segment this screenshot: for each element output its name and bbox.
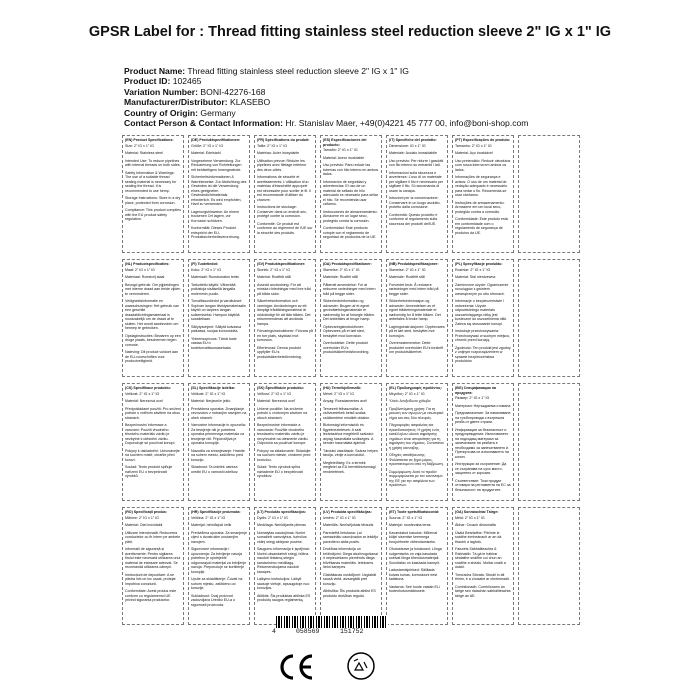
spec-line: Rozmiar: 2" IG x 1" IG	[455, 267, 491, 272]
spec-cell	[320, 383, 382, 501]
spec-cell	[386, 507, 448, 625]
spec-line: Biztonsági információk és figyelmeztetések: A szál lezárásához megfelelő szálzáró anyag használata szükséges. A kender használata ajánlott.	[323, 423, 374, 445]
spec-line: Uso previsto: Para reducir las tuberías con hilo interno en ambos lados.	[323, 163, 379, 176]
info-value: Germany	[200, 107, 236, 118]
spec-heading: (PL) Specyfikacje produktu:	[455, 262, 503, 266]
spec-cell	[188, 507, 250, 625]
spec-line: Anyag: Rozsdamentes acél	[323, 399, 367, 403]
spec-line: Storage Instructions: Store in a dry place, protected from corrosion.	[125, 196, 181, 205]
spec-heading: (CS) Specifikace produktu:	[125, 386, 171, 390]
spec-line: Materiál: Nerezová oceľ	[257, 399, 295, 403]
grid-row	[122, 259, 580, 377]
spec-line: Conformitate: Acest produs este conform cu regulamentul UE privind siguranța produselor.	[125, 589, 177, 602]
info-line	[124, 108, 528, 118]
info-label: Manufacturer/Distributor:	[124, 97, 228, 108]
spec-line: Upute za skladištenje: Čuvati na suhom mjestu, zaštićeno od korozije.	[191, 577, 243, 590]
spec-line: Størrelse: 2" IG x 1" IG	[323, 267, 360, 272]
spec-cell	[254, 507, 316, 625]
spec-cell	[386, 383, 448, 501]
info-value: Hr. Stanislav Maer, +49(0)4221 45 777 00, info@boni-shop.com	[285, 118, 529, 129]
barcode-digit-prefix: 4	[272, 628, 276, 635]
spec-line: Påtænkt anvendelse: For at reducere rørledninger med intern tråd på begge sider.	[323, 282, 376, 296]
spec-line: Yhteensopivuus: Tämä tuote vastaa EU:n tuoteturvallisuusasetusta.	[191, 336, 237, 350]
spec-line: Pokyny na skladovanie: Skladujte na suchom mieste, chránení pred koróziou.	[257, 448, 311, 462]
spec-line: Instrucciones de almacenamiento: Almacene en un lugar seco, protegido contra la corrosión.	[323, 209, 378, 223]
spec-cell	[122, 383, 184, 501]
spec-line: Laikymo instrukcijos: Laikyti sausoje vietoje, apsaugotoje nuo korozijos.	[257, 577, 310, 590]
spec-line: Μέγεθος: 2" IG x 1" IG	[389, 391, 425, 396]
spec-heading: (ET) Toote spetsifikatsioonid:	[389, 510, 440, 514]
spec-cell	[320, 259, 382, 377]
spec-line: Súlad: Tento výrobok spĺňa nariadenie EÚ o bezpečnosti výrobkov.	[257, 465, 303, 478]
spec-cell	[188, 135, 250, 253]
spec-line: Sicherheitsinformationen & Warnhinweise: Zur Abdichtung des Gewindes ist die Verwendung eines geeigneten Gewindedichtmaterials erforderlich. Es wird empfohlen, Hanf zu verwenden.	[191, 175, 247, 206]
spec-line: Opslaginstructies: Bewaren op een droge plaats, beschermen tegen corrosie.	[125, 333, 181, 347]
spec-line: Overensstemmelse: Dette produktet overholder EU's forskrift om produktsikkerhet.	[389, 341, 444, 354]
spec-line: Предназначение: За намаляване на тръбопроводи с вътрешна резба от двете страни.	[455, 411, 511, 424]
spec-line: Material: Oțel inoxidabil	[125, 523, 163, 527]
info-label: Variation Number:	[124, 86, 199, 97]
spec-cell	[452, 383, 514, 501]
spec-line: Velikost: 2" IG x 1" IG	[125, 391, 160, 396]
spec-line: Konformität: Dieses Produkt entspricht der EU-Produktsicherheitsverordnung.	[191, 226, 240, 239]
spec-line: Sikkerhetsinformasjon og advarsler: Anvendelsen av et egnet trådtetningsmateriale er nødvendig for å tette tråden. Det anbefales å bruke hamp.	[389, 299, 441, 321]
spec-cell	[122, 135, 184, 253]
spec-line: Material: Edelstahl	[191, 151, 221, 155]
spec-line: Velikost: 2" IG x 1" IG	[191, 391, 226, 396]
spec-cell	[254, 383, 316, 501]
spec-line: Οδηγίες αποθήκευσης: Φυλάσσεται σε ξηρό μέρος, προστατευμένο από τη διάβρωση.	[389, 453, 444, 466]
grid-row	[122, 383, 580, 501]
spec-line: Tamanho: 2" IG x 1" IG	[455, 143, 492, 148]
spec-line: Πληροφορίες ασφαλείας και προειδοποιήσεις: Η χρήση ενός κατάλληλου υλικού σφράγισης νημάτων είναι απαραίτητη για τη σφράγιση του νήματος. Συνιστάται η χρήση κάνναβης.	[389, 423, 444, 450]
spec-line: Säkerhetsinformation och varningar: Användningen av ett lämpligt trådtätningsmaterial är nödvändigt för att täta tråden. Det rekommenderas att använda hampa.	[257, 299, 311, 326]
spec-heading: (FI) Tuotetiedot:	[191, 262, 219, 266]
spec-line: Istruzioni per la conservazione: Conservare in un luogo asciutto, protetto dalla corrosione.	[389, 196, 441, 209]
spec-line: Conformidad: Este producto cumple con el reglamento de seguridad de productos de la UE.	[323, 226, 377, 239]
spec-heading: (SK) Špecifikácie produktu:	[257, 386, 304, 390]
spec-heading: (LT) Produkto specifikacijos:	[257, 510, 307, 514]
spec-line: Forventet bruk: Å redusere rørledninger med intern tråd på begge sider.	[389, 282, 439, 296]
spec-line: Informații de siguranță și avertismente: Pentru sigilarea firului este necesară utilizarea unui material de etanșare adecvat. Se recomandă utilizarea cânepii.	[125, 547, 181, 569]
spec-cell	[386, 259, 448, 377]
spec-cell	[122, 259, 184, 377]
info-label: Product Name:	[124, 66, 186, 76]
spec-line: Zamierzone użycie: Ograniczenie rurociągów z gwintem wewnętrznym po obu stronach.	[455, 282, 509, 296]
spec-line: Utilisation prévue: Réduire les pipelines avec filetage intérieur des deux côtés.	[257, 158, 307, 172]
spec-line: Συμμόρφωση: Αυτό το προϊόν συμμορφώνεται με τον κανονισμό της ΕΕ για την ασφάλεια των προϊόντων.	[389, 469, 443, 487]
spec-line: Veľkosť: 2" IG x 1" IG	[257, 391, 292, 396]
spec-line: Avsedd användning: För att minska rörledningar med inre tråd på båda sidor.	[257, 282, 311, 296]
spec-heading: (ES) Especificaciones del producto:	[323, 138, 367, 147]
barcode-bars	[276, 616, 388, 628]
spec-line: Υλικό: Ανοξείδωτο χάλυβα	[389, 399, 431, 403]
spec-line: Størrelse: 2" IG x 1" IG	[389, 267, 426, 272]
spec-line: Materjal: roostevaba teras	[389, 523, 431, 527]
spec-line: Materiale: Rustfrit stål	[323, 275, 358, 279]
spec-line: Lagerungshinweise: An einem trockenen Ort lagern, vor Korrosion schützen.	[191, 209, 239, 223]
spec-line: Určené použitie: Na zníženie potrubí s vnútorným závitom na oboch stranách.	[257, 406, 308, 420]
info-line	[124, 76, 528, 86]
spec-heading: (PT) Especificações do produto:	[455, 138, 511, 142]
spec-line: Comhlíonadh: Comhlíonann an táirge seo rialachán sábháilteachta táirge an AE.	[455, 584, 511, 598]
info-line	[124, 87, 528, 97]
spec-line: Pokyny k uskladnění: Uchovávejte na suchém místě, chraňte před korozí.	[125, 448, 180, 462]
spec-heading: (NB) Produktspesifikasjoner:	[389, 262, 439, 266]
spec-line: Efterlevnad: Denna produkt uppfyller EU:s produktsäkerhetsförordning.	[257, 345, 302, 359]
spec-cell	[452, 135, 514, 253]
spec-heading: (DE) Produktspezifikationen:	[191, 138, 241, 142]
spec-heading: (NL) Productspecificaties:	[125, 262, 170, 266]
spec-line: Vastavus: See toode vastab ELi tooteohutusmäärusele.	[389, 584, 440, 593]
info-label: Country of Origin:	[124, 107, 198, 118]
spec-line: Materiál: Nerezová ocel	[125, 399, 163, 403]
spec-line: Veiligheidsinformatie en waarschuwingen: Het gebruik van een geschikt draadafdichtingsmateriaal is noodzakelijk om de draad af te sluiten. Het wordt aanbevolen om hennep te gebruiken.	[125, 299, 179, 330]
spec-line: Suurus: 2" IG x 1" IG	[389, 515, 423, 520]
spec-line: Información de seguridad y advertencias: El uso de un material de sellado de hilo adecuado es necesario para sellar el hilo. Se recomienda usar cáñamo.	[323, 179, 378, 206]
spec-line: Materiaal: Roestvrij staal	[125, 275, 165, 279]
spec-line: Sukladnost: Ovaj proizvod zadovoljava Uredbu EU-a o sigurnosti proizvoda.	[191, 593, 235, 607]
spec-line: Glabāšanas norādījumi: Uzglabāt sausā vietā, aizsargātā pret koroziju.	[323, 572, 377, 586]
spec-line: Ladustamisjuhised: Säilitada kuivas kohas, korrosiooni eest kaitstuna.	[389, 568, 438, 581]
label-title: GPSR Label for : Thread fitting stainless steel reduction sleeve 2" IG x 1" IG	[88, 24, 612, 40]
spec-heading: (DA) Produktspecifikationer:	[323, 262, 372, 266]
spec-line: Medžiaga: Nerūdijantis plienas	[257, 523, 306, 527]
spec-line: Opbevaringsinstruktioner: Opbevares på et tørt sted, beskyttet mod korrosion.	[323, 324, 365, 338]
spec-line: Storlek: 2" IG x 1" IG	[257, 267, 291, 272]
spec-heading: (BG) Спецификации на продукта:	[455, 386, 496, 395]
spec-line: Material: Stainless steel	[125, 151, 163, 155]
spec-line: Faisnéis Sábháilteachta & Rabhaidh: Tá gá le hábhar séalaithe snáithe cuí chun an snáithe a shéalú. Moltar cnáib a úsáid.	[455, 547, 506, 569]
spec-line: Instructions de stockage: Conserver dans un endroit sec, protégé contre la corrosion.	[257, 205, 307, 218]
spec-line: Lagringsinstruksjoner: Oppbevares på et tørt sted, beskyttet mot korrosjon.	[389, 324, 445, 338]
info-value: BONI-42276-168	[200, 86, 266, 97]
spec-line: Veličina: 2" IG x 1" IG	[191, 515, 226, 520]
spec-line: Izmērs: 2" IG x 1" IG	[323, 515, 356, 520]
spec-line: Úsáid Beartaithe: Píblínte le snáithe inmheánach ar an dá thaobh a laghdú.	[455, 530, 502, 544]
spec-line: Dimensione: IG x 1" IG	[389, 143, 426, 148]
spec-line: Safety Information & Warnings: The use of a suitable thread sealing material is necessary for sealing the thread. It is recommended to use hemp.	[125, 170, 177, 193]
spec-line: Materiale: Acciaio inossidabile	[389, 151, 437, 155]
spec-line: Intended Use: To reduce pipelines with internal threads on both sides.	[125, 158, 181, 167]
spec-line: Atbilstība: Šis produkts atbilst ES produktu drošības regulai.	[323, 589, 376, 598]
spec-line: Materiale: Rustfritt stål	[389, 275, 425, 279]
spec-cell	[452, 259, 514, 377]
info-value: 102465	[172, 76, 202, 87]
info-line	[124, 118, 528, 128]
spec-line: Instruções de armazenamento: Armazene em um local seco, protegido contra a corrosão.	[455, 200, 505, 214]
spec-cell	[518, 383, 580, 501]
spec-line: Bezpečnostné informácie a varovania: Použitie vhodného tesniaceho materiálu závitu je nevyhnutné na utesnenie závitu. Odporúča sa používať konope.	[257, 423, 309, 445]
spec-line: Tarkoitettu käyttö: Vähentää putkistoja sisäisellä langalla molemmin puolin.	[191, 282, 236, 296]
spec-line: Dydis: 2" IG x 1" IG	[257, 515, 288, 520]
spec-line: Megfelelőség: Ez a termék megfelel az EU termékbiztonsági rendeletének.	[323, 460, 376, 474]
info-label: Contact Person & Contact Information:	[124, 118, 283, 129]
spec-line: Skladnost: Ta izdelek ustreza uredbi EU o varnosti izdelkov.	[191, 465, 239, 474]
info-value: Thread fitting stainless steel reduction sleeve 2" IG x 1" IG	[187, 66, 409, 76]
spec-line: Инструкции за съхранение: Да се съхранява на сухо място, защитено от корозия.	[455, 462, 507, 475]
spec-line: Instrukcje przechowywania: Przechowywać w suchym miejscu, chronić przed korozją.	[455, 329, 511, 342]
info-label: Product ID:	[124, 76, 171, 87]
spec-cell	[254, 135, 316, 253]
spec-cell	[518, 135, 580, 253]
info-value: KLASEBO	[230, 97, 271, 108]
spec-line: Atitiktis: Šis produktas atitinka ES produktų saugos reglamentą.	[257, 593, 311, 602]
spec-heading: (SL) Specifikacije izdelka:	[191, 386, 235, 390]
spec-line: Größe: 2" IG x 1" IG	[191, 143, 224, 148]
barcode-digits-right: 151752	[340, 628, 364, 635]
spec-line: Uso pretendido: Reduzir oleodutos com rosca interna em ambos os lados.	[455, 158, 511, 172]
spec-line: Navodila za shranjevanje: Hranite na suhem mestu, zaščiteno pred korozijo.	[191, 448, 245, 462]
spec-heading: (EN) Product Specifications:	[125, 138, 174, 142]
spec-line: Tamaño: 2" IG x 1" IG	[323, 148, 358, 152]
spec-line: Koko: 2" IG x 1" IG	[191, 267, 222, 272]
spec-heading: (RO) Specificații produs:	[125, 510, 168, 514]
spec-line: Materiaali: Ruostumaton teräs	[191, 275, 239, 279]
spec-line: Ohutusteave ja hoiatused: Lõnga sulgemiseks on vaja kasutada sobivat lõnga tihendusmaterjali. Soovitatav on kasutada kanepit.	[389, 547, 442, 565]
spec-line: Conformidade: Este produto está em conformidade com o regulamento de segurança de produtos da UE.	[455, 217, 508, 235]
spec-line: Informazioni sulla sicurezza e avvertenze: L'uso di un materiale per sigillare il filo è necessario per sigillare il filo. Si raccomanda di usare la canapa.	[389, 170, 444, 193]
recycle-icon	[346, 651, 376, 681]
spec-cell	[254, 259, 316, 377]
info-line	[124, 97, 528, 107]
info-line	[124, 66, 528, 76]
spec-line: Instrucțiuni de depozitare: A se păstra într-un loc uscat, protejat împotriva coroziunii.	[125, 572, 176, 586]
ce-mark-icon	[276, 652, 316, 682]
barcode-digits-left: 058569	[296, 628, 320, 635]
grid-row	[122, 135, 580, 253]
spec-line: Méret: 2" IG x 1" IG	[323, 391, 355, 396]
spec-heading: (SV) Produktspecifikationer:	[257, 262, 306, 266]
spec-heading: (GA) Sonraíochtaí Táirge:	[455, 510, 499, 514]
spec-line: Naleving: Dit product voldoet aan de EU-voorschriften voor productveiligheid.	[125, 350, 178, 363]
spec-heading: (LV) Produkta specifikācijas:	[323, 510, 372, 514]
spec-line: Compliance: This product complies with the EU product safety regulation.	[125, 208, 181, 221]
spec-line: Turvallisuustiedot ja varoitukset: Sopivan langan tiivistysmateriaalin käyttö on tarpeen langan sulkemiseksi. Hampun käyttöä suositellaan.	[191, 299, 246, 321]
spec-line: Size: 2" IG x 1" IG	[125, 143, 154, 148]
spec-line: Méid: 2" IG x 1" IG	[455, 515, 485, 520]
spec-line: Materiał: Stal nierdzewna	[455, 275, 496, 279]
spec-line: Varnostne informacije in opozorila: Za tesnjenje niti je potrebna uporaba primernega materiala za tesnjenje niti. Priporočljiva je uporaba konoplje.	[191, 423, 246, 445]
spec-line: Maat: 2" IG x 1" IG	[125, 267, 155, 272]
spec-line: Předpokládané použití: Pro snížení potrubí s vnitřním závitem na obou stranách.	[125, 406, 181, 420]
spec-cell	[320, 507, 382, 625]
spec-heading: (FR) Spécifications du produit:	[257, 138, 310, 142]
spec-cell	[518, 259, 580, 377]
spec-line: Material: Nerjaveče jeklo	[191, 399, 231, 403]
spec-line: Bezpečnostní informace a varování: Použití vhodného těsnicího materiálu závitu je nezbytné k utěsnění závitu. Doporučuje se používat konopí.	[125, 423, 176, 445]
grid-row	[122, 507, 580, 625]
spec-line: Zgodność: Ten produkt jest zgodny z unijnym rozporządzeniem w sprawie bezpieczeństwa produktów.	[455, 345, 511, 363]
product-info	[124, 66, 528, 128]
spec-line: Vorgesehene Verwendung: Zur Reduzierung von Rohrleitungen mit beidseitigem Innengewinde.	[191, 158, 242, 172]
spec-line: Tervezett felhasználás: A csővezetékek belső szálas csökkentése mindkét oldalon.	[323, 406, 371, 420]
spec-line: Informações de segurança e avisos: O uso de um material de vedação adequado é necessário para vedar o fio. Recomenda-se usar cânhamo.	[455, 175, 507, 197]
spec-line: Conformità: Questo prodotto è conforme al regolamento sulla sicurezza dei prodotti dell'UE.	[389, 212, 438, 226]
spec-line: Soulad: Tento produkt splňuje nařízení EU o bezpečnosti výrobků.	[125, 465, 173, 478]
spec-line: Paredzētā lietošana: Lai samazinātu cauruļvadus ar iekšējo pavedienu abās pusēs.	[323, 530, 379, 544]
spec-line: Material: Aço inoxidável	[455, 151, 493, 155]
spec-line: Förvaringsinstruktioner: Förvara på en torr plats, skyddad mot korrosion.	[257, 329, 313, 342]
spec-cell	[452, 507, 514, 625]
spec-cell	[320, 135, 382, 253]
spec-line: Προβλεπόμενη χρήση: Για τη μείωση των αγωγών με εσωτερικό νήμα και στις δύο πλευρές.	[389, 406, 444, 420]
spec-line: Информация за безопасност и предупреждения: Използването на подходящ материал за запечатване на резбата е необходимо за запечатването ѝ. Препоръчва се използването на коноп.	[455, 427, 510, 459]
spec-line: Sikkerhedsinformation og advarsler: Brugen af et egnet gevindtætningsmateriale er nødvendig for at forsegle tråden. Det anbefales at bruge hamp.	[323, 299, 375, 321]
spec-line: Tárolási utasítások: Száraz helyen tárolja, védje a korróziótól.	[323, 448, 378, 457]
spec-heading: (HU) Termékjellemzők:	[323, 386, 362, 390]
spec-cell	[188, 383, 250, 501]
spec-line: Informations de sécurité et avertissements: L'utilisation d'un matériau d'étanchéité approprié est nécessaire pour sceller le fil. Il est recommandé d'utiliser du chanvre.	[257, 175, 311, 202]
spec-line: Kavandatud kasutus: Mõlemal küljel sisemise keermega torujuhtmete vähendamiseks.	[389, 530, 438, 544]
spec-line: Materijal: nehrđajući čelik	[191, 523, 232, 527]
spec-line: Utilizare intenționată: Reducerea conductelor cu fir intern pe ambele părți.	[125, 530, 181, 544]
spec-line: Matériau: Acier inoxydable	[257, 151, 300, 155]
spec-line: Mărime: 2" IG x 1" IG	[125, 515, 159, 520]
spec-line: Predvidena uporaba: Zmanjšanje cevovodov z notranjim navojem na obeh straneh.	[191, 406, 247, 420]
spec-line: Informacje o bezpieczeństwie i ostrzeżenia: Użycie odpowiedniego materiału uszczelniającego nitkę jest konieczne do uszczelnienia nitki. Zaleca się stosowanie konopi.	[455, 299, 508, 326]
spec-line: Размер: 2" IG x 1" IG	[455, 396, 490, 400]
spec-cell	[518, 507, 580, 625]
spec-line: Taille: 2" IG x 1" IG	[257, 143, 288, 148]
spec-line: Overholdelse: Dette produkt overholder EU's produktsikkerhedsforordning.	[323, 341, 370, 354]
spec-line: Predviđena uporaba: Za smanjenje cijevi s dvostrukim unutarnjim navojem.	[191, 530, 247, 544]
spec-line: Material: Acero inoxidable	[323, 155, 365, 160]
spec-line: Materiāls: Nerūsējošais tērauds	[323, 523, 374, 527]
spec-line: Ábhar: Cruach dhosmálta	[455, 523, 496, 527]
barcode	[272, 616, 392, 636]
spec-line: Material: Rostfritt stål	[257, 275, 291, 279]
spec-line: Conformité: Ce produit est conforme au règlement de l'UE sur la sécurité des produits.	[257, 221, 313, 235]
spec-line: Материал: Неръждаема стомана	[455, 403, 511, 408]
translations-grid	[122, 135, 580, 631]
spec-cell	[122, 507, 184, 625]
spec-line: Beoogd gebruik: Om pijpleidingen met interne draad aan beide zijden te verminderen.	[125, 282, 181, 296]
spec-heading: (IT) Specifiche del prodotto:	[389, 138, 437, 142]
spec-line: Съответствие: Този продукт отговаря на регламента на ЕС за безопасност на продуктите.	[455, 478, 511, 492]
spec-line: Drošības informācija un brīdinājumi: Diega aizzīmogošanai ir nepieciešams piemērots diega blīvēšanas materiāls. Ieteicams lietot kaņepes.	[323, 547, 378, 569]
spec-line: Numatytas naudojimas: Norint sumažinti vamzdynus, turinčius vidinį sriegį abiejose pusėse.	[257, 530, 307, 544]
spec-heading: (HR) Specifikacije proizvoda:	[191, 510, 241, 514]
spec-line: Saugumo informacija ir įspėjimai: Norint užsandarinti sriegį, būtina naudoti tinkamą sriegio sandarinimo medžiagą. Rekomenduojama naudoti kanapes.	[257, 547, 310, 574]
spec-line: Säilytysohjeet: Säilytä kuivassa paikassa, suojaa korroosiolta.	[191, 324, 241, 333]
spec-line: Uso previsto: Per ridurre i gasdotti con filo interno su entrambi i lati.	[389, 158, 444, 167]
spec-cell	[386, 135, 448, 253]
spec-cell	[188, 259, 250, 377]
spec-line: Sigurnosne informacije i upozorenja: Za brtvljenje navoja potrebno je upotrijebiti odgovarajući materijal za brtvljenje navoja. Preporučuje se korištenje konoplje.	[191, 547, 247, 574]
spec-heading: (EL) Προδιαγραφές προϊόντος:	[389, 386, 443, 390]
spec-line: Treoracha Stórála: Stóráil in áit thirim, é a chosaint ar chreimeadh.	[455, 572, 511, 581]
